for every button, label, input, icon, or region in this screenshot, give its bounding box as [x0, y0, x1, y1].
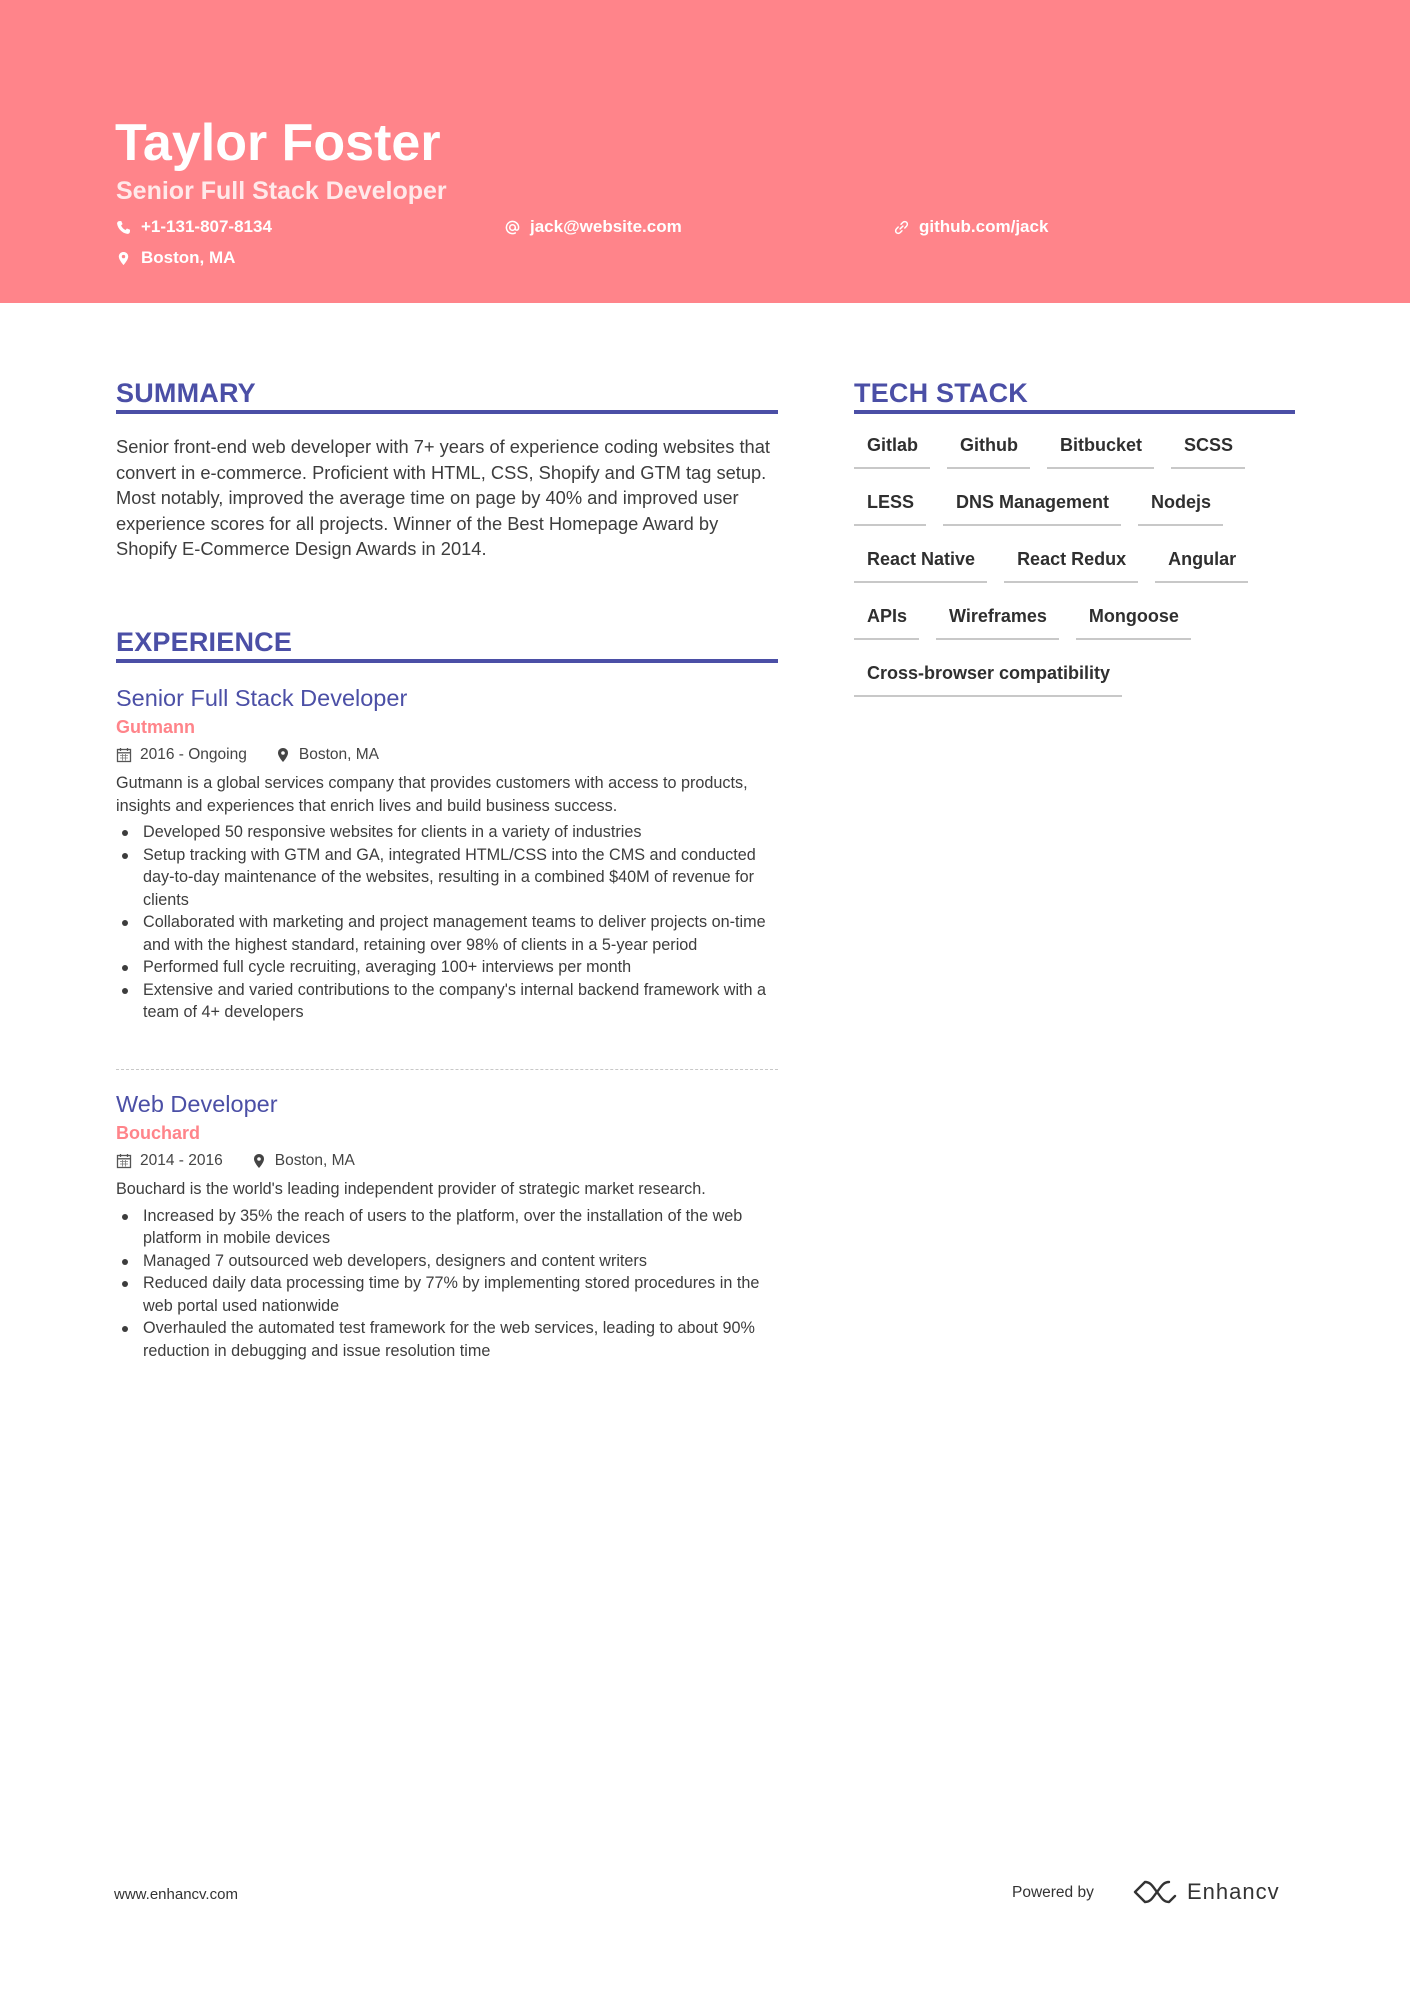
job-company: Bouchard — [116, 1123, 201, 1143]
job-location-text: Boston, MA — [298, 746, 379, 763]
job-description: Bouchard is the world's leading independent provider of strategic market research. — [116, 1180, 706, 1198]
location-pin-icon — [116, 251, 131, 266]
link-icon — [894, 220, 909, 235]
phone-icon — [116, 220, 131, 235]
job-divider — [116, 1069, 778, 1070]
tech-tag: Nodejs — [1138, 489, 1223, 526]
job-title: Web Developer — [116, 1091, 278, 1117]
tech-tag: React Redux — [1004, 546, 1138, 583]
job-dates-text: 2016 - Ongoing — [140, 746, 247, 763]
tech-tag: React Native — [854, 546, 987, 583]
job-meta — [116, 1151, 778, 1171]
location-pin-icon — [275, 747, 291, 763]
job-entry — [116, 684, 778, 1024]
job-dates-text: 2014 - 2016 — [140, 1152, 223, 1169]
tech-tag: SCSS — [1171, 432, 1245, 469]
enhancv-logo[interactable] — [1131, 1878, 1280, 1906]
email-text: jack@website.com — [530, 217, 682, 236]
job-dates — [116, 745, 247, 765]
contact-link[interactable] — [894, 216, 1048, 238]
job-bullets — [116, 1205, 778, 1363]
tag-row — [854, 489, 1304, 546]
tag-row — [854, 546, 1304, 603]
job-entry — [116, 1090, 778, 1362]
candidate-name: Taylor Foster — [115, 114, 441, 172]
tech-stack-heading: TECH STACK — [854, 378, 1028, 408]
tech-tag: Github — [947, 432, 1030, 469]
tag-row — [854, 603, 1304, 660]
job-meta — [116, 745, 778, 765]
experience-rule — [116, 659, 778, 663]
tech-tag: Angular — [1155, 546, 1248, 583]
tag-row — [854, 660, 1304, 717]
tag-row — [854, 432, 1304, 489]
job-bullet: Setup tracking with GTM and GA, integrated HTML/CSS into the CMS and conducted day-to-day maintenance of the websites, resulting in a combined $40M of revenue for clients — [116, 844, 778, 912]
tech-tag: Gitlab — [854, 432, 930, 469]
tech-tag: Cross-browser compatibility — [854, 660, 1122, 697]
job-location — [251, 1151, 355, 1171]
summary-text: Senior front-end web developer with 7+ years of experience coding websites that convert in e-commerce. Proficient with HTML, CSS, Shopify and GTM tag setup. Most notably, improved the average time on page by 40% and improved user experience scores for all projects. Winner of the Best Homepage Award by Shopify E-Commerce Design Awards in 2014. — [116, 436, 770, 559]
job-company: Gutmann — [116, 717, 195, 737]
tech-tag: APIs — [854, 603, 919, 640]
contact-location — [116, 247, 235, 269]
job-location-text: Boston, MA — [274, 1152, 355, 1169]
tech-tag: Wireframes — [936, 603, 1059, 640]
footer-url[interactable]: www.enhancv.com — [114, 1886, 238, 1903]
summary-rule — [116, 410, 778, 414]
calendar-icon — [116, 747, 132, 763]
candidate-title: Senior Full Stack Developer — [116, 177, 447, 205]
link-text: github.com/jack — [919, 217, 1049, 236]
experience-heading: EXPERIENCE — [116, 627, 293, 657]
contact-phone[interactable] — [116, 216, 272, 238]
enhancv-logo-icon — [1131, 1878, 1179, 1906]
job-bullet: Overhauled the automated test framework for the web services, leading to about 90% reduction in debugging and issue resolution time — [116, 1317, 778, 1362]
job-location — [275, 745, 379, 765]
contact-email[interactable] — [505, 216, 682, 238]
job-bullet: Increased by 35% the reach of users to the platform, over the installation of the web platform in mobile devices — [116, 1205, 778, 1250]
job-bullet: Extensive and varied contributions to the company's internal backend framework with a team of 4+ developers — [116, 979, 778, 1024]
job-bullets — [116, 821, 778, 1024]
job-description: Gutmann is a global services company that provides customers with access to products, insights and experiences that enrich lives and build business success. — [116, 774, 748, 815]
job-title: Senior Full Stack Developer — [116, 685, 408, 711]
enhancv-brand: Enhancv — [1187, 1879, 1280, 1904]
job-bullet: Collaborated with marketing and project management teams to deliver projects on-time and with the highest standard, retaining over 98% of clients in a 5-year period — [116, 911, 778, 956]
resume-header — [0, 0, 1410, 303]
tech-tag: Mongoose — [1076, 603, 1191, 640]
location-pin-icon — [251, 1153, 267, 1169]
at-icon — [505, 220, 520, 235]
job-bullet: Performed full cycle recruiting, averaging 100+ interviews per month — [116, 956, 778, 979]
calendar-icon — [116, 1153, 132, 1169]
job-bullet: Reduced daily data processing time by 77% by implementing stored procedures in the web portal used nationwide — [116, 1272, 778, 1317]
summary-heading: SUMMARY — [116, 378, 256, 408]
location-text: Boston, MA — [141, 248, 236, 267]
tech-stack-rule — [854, 410, 1295, 414]
phone-text: +1-131-807-8134 — [141, 217, 272, 236]
footer-powered-by: Powered by — [1012, 1884, 1094, 1901]
job-dates — [116, 1151, 223, 1171]
tech-tag: DNS Management — [943, 489, 1121, 526]
job-bullet: Developed 50 responsive websites for clients in a variety of industries — [116, 821, 778, 844]
job-bullet: Managed 7 outsourced web developers, designers and content writers — [116, 1250, 778, 1273]
tech-stack-tags — [854, 432, 1304, 717]
tech-tag: LESS — [854, 489, 926, 526]
tech-tag: Bitbucket — [1047, 432, 1154, 469]
